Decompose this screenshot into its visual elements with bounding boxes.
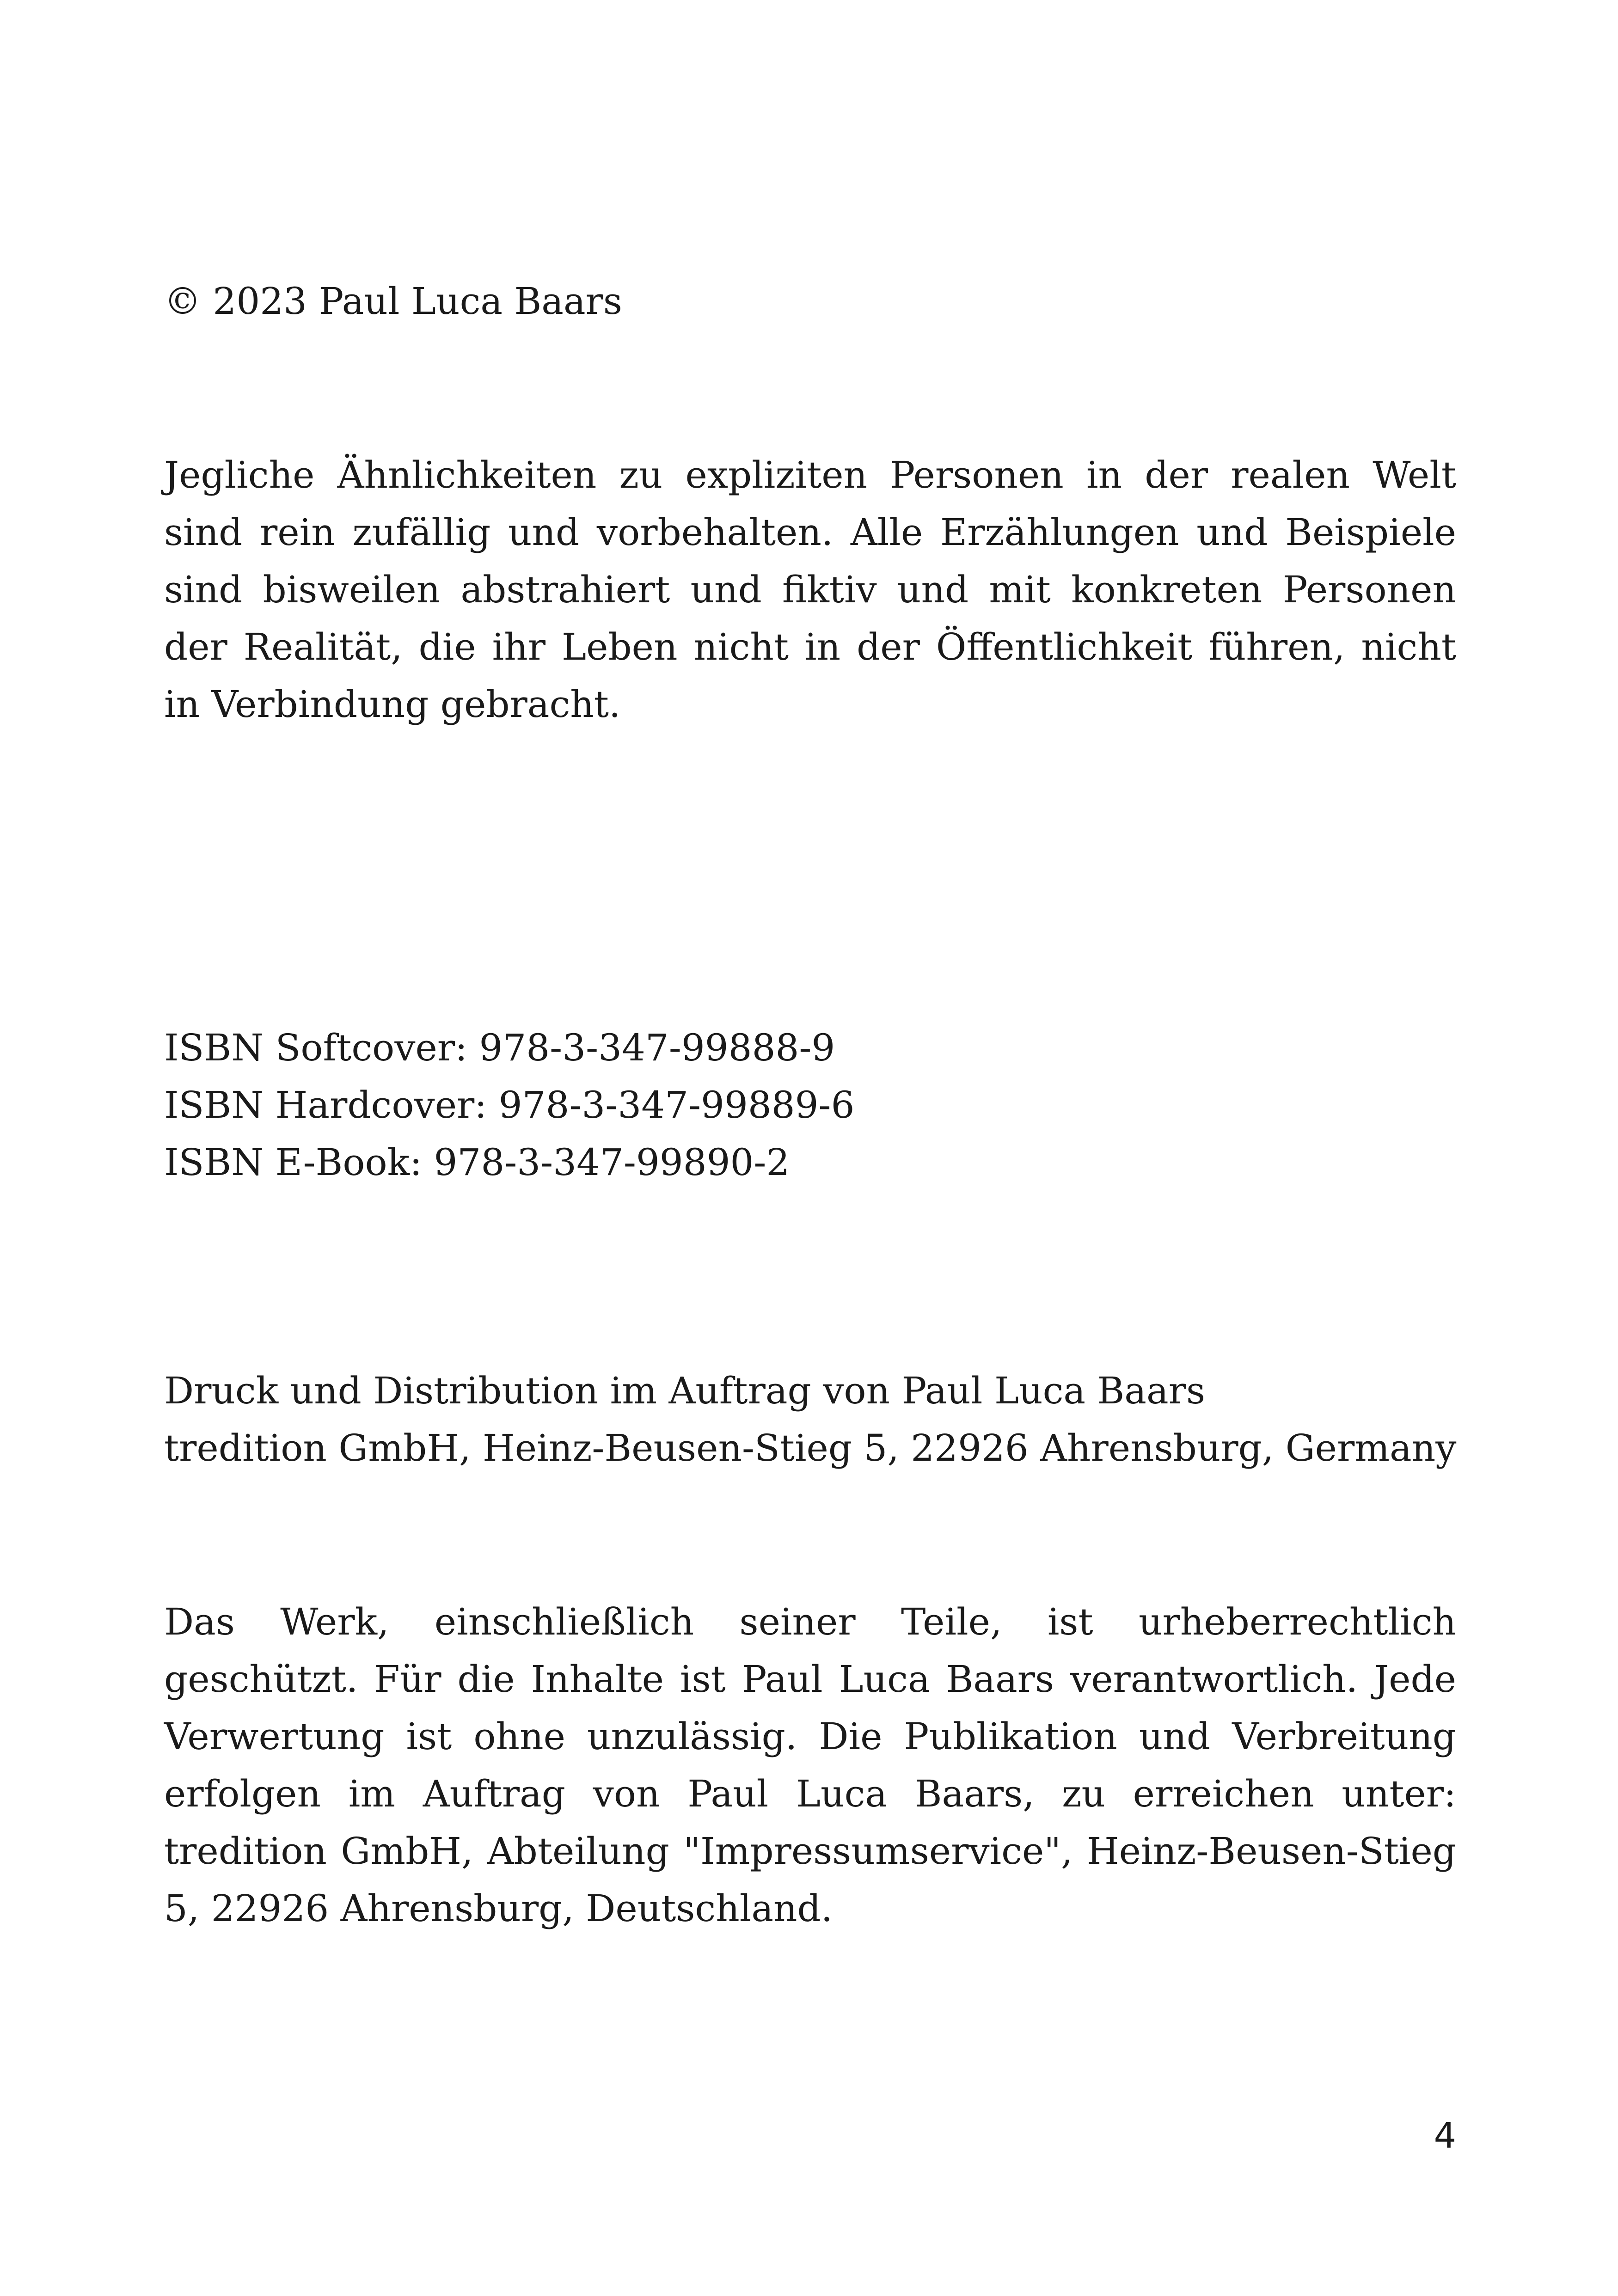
isbn-list: [164, 1019, 1456, 1191]
isbn-softcover: ISBN Softcover: 978-3-347-99888-9: [164, 1026, 835, 1069]
isbn-hardcover: ISBN Hardcover: 978-3-347-99889-6: [164, 1084, 855, 1127]
copyright-text: © 2023 Paul Luca Baars: [164, 280, 622, 323]
copyright-notice: [164, 273, 1456, 330]
distribution-line-2: tredition GmbH, Heinz-Beusen-Stieg 5, 22926 Ahrensburg, Germany: [164, 1427, 1457, 1469]
disclaimer-paragraph: Jegliche Ähnlichkeiten zu expliziten Personen in der realen Welt sind rein zufällig und vorbehalten. Alle Erzählungen und Beispiele sind bisweilen abstrahiert und fiktiv und mit konkreten Personen der Realität, die ihr Leben nicht in der Öffentlichkeit führen, nicht in Verbindung gebracht.: [164, 453, 1456, 726]
distribution-info: [164, 1362, 1456, 1477]
rights-paragraph: Das Werk, einschließlich seiner Teile, ist urheberrechtlich geschützt. Für die Inhalte ist Paul Luca Baars verantwortlich. Jede Verwertung ist ohne unzulässig. Die Publikation und Verbreitung erfolgen im Auftrag von Paul Luca Baars, zu erreichen unter: tredition GmbH, Abteilung "Impressumservice", Heinz-Beusen-Stieg 5, 22926 Ahrensburg, Deutschland.: [164, 1600, 1456, 1930]
isbn-ebook: ISBN E-Book: 978-3-347-99890-2: [164, 1141, 790, 1184]
page-number: 4: [1434, 2115, 1456, 2156]
distribution-line-1: Druck und Distribution im Auftrag von Paul Luca Baars: [164, 1369, 1205, 1412]
